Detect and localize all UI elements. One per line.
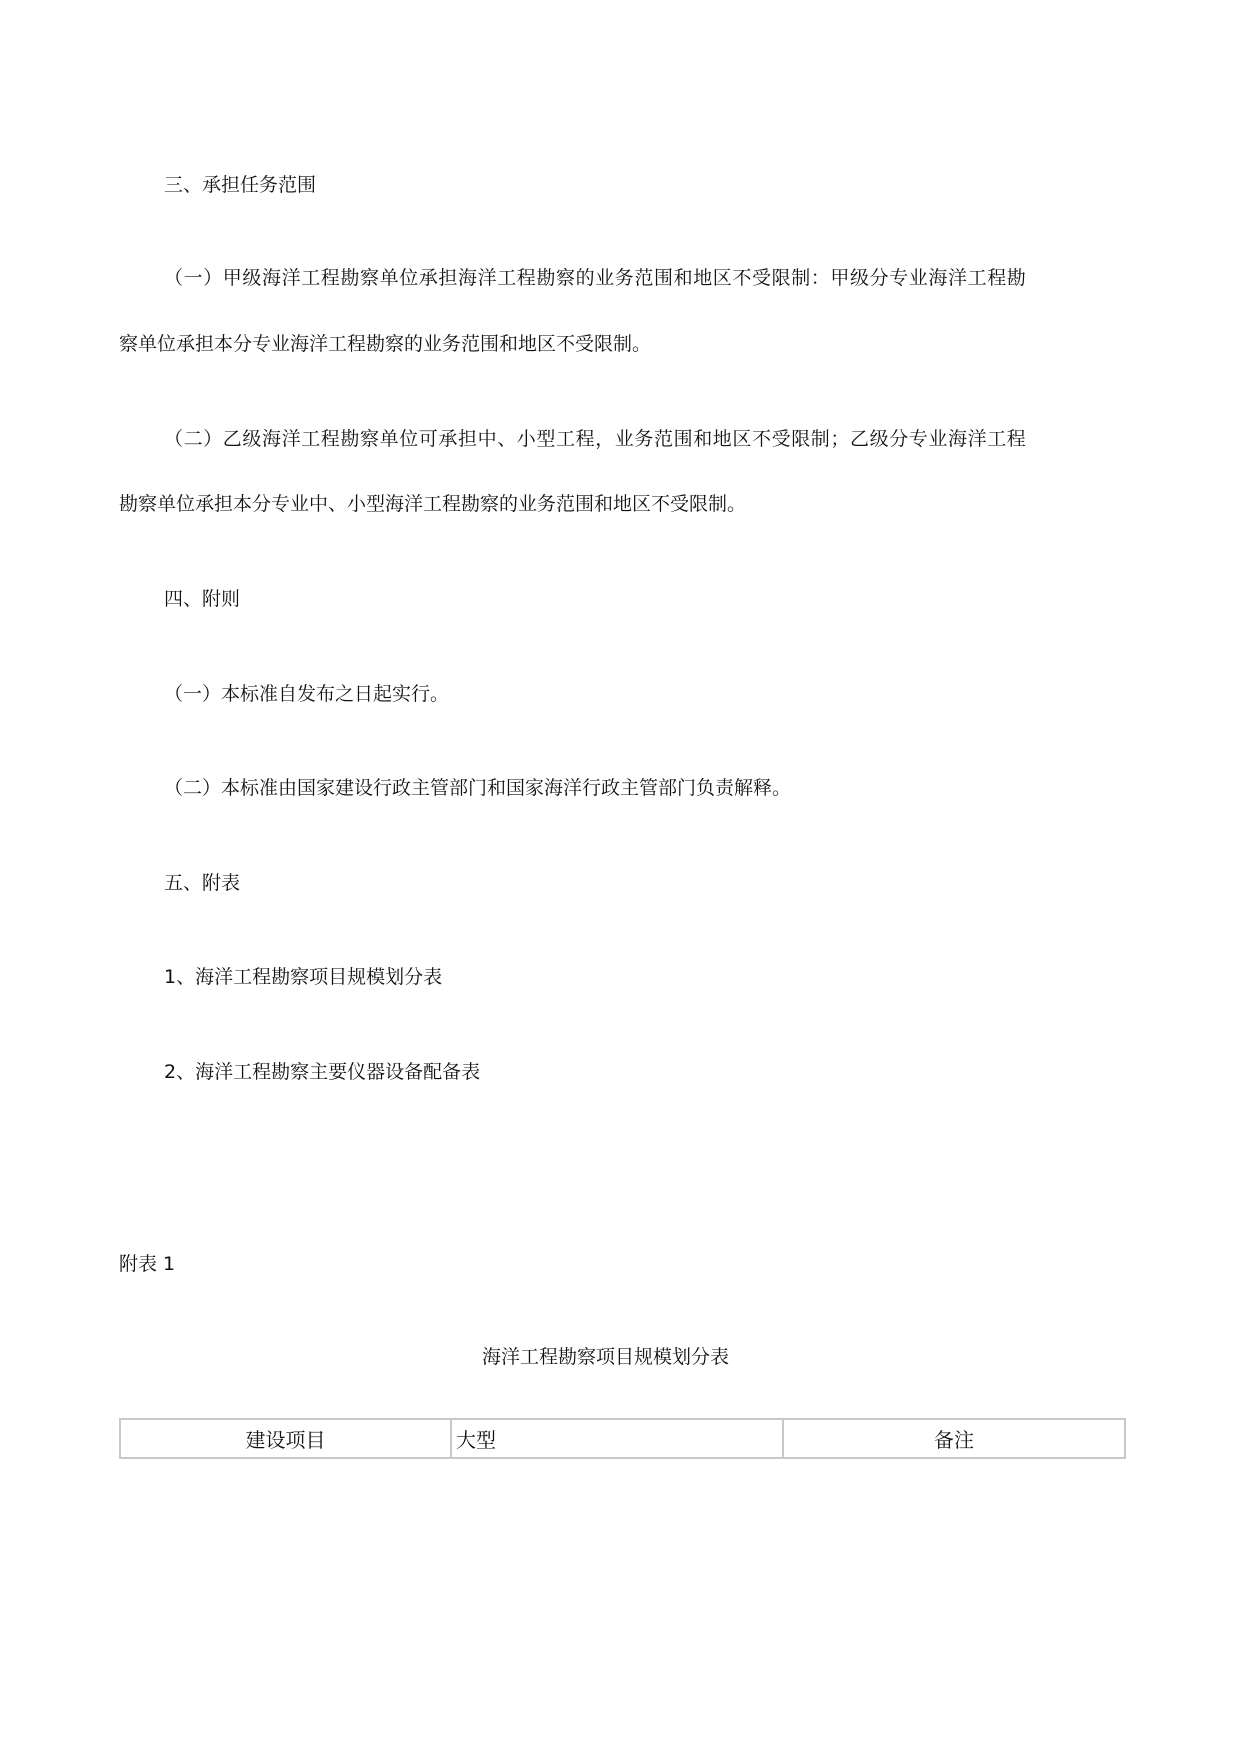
section4-item1: （一）本标准自发布之日起实行。 xyxy=(164,683,450,705)
section3-heading: 三、承担任务范围 xyxy=(164,174,317,196)
section3-item1-line1: （一）甲级海洋工程勘察单位承担海洋工程勘察的业务范围和地区不受限制：甲级分专业海洋工程勘 xyxy=(164,267,1027,289)
table-header-cell: 建设项目 xyxy=(121,1420,452,1457)
scale-table xyxy=(119,1418,1126,1459)
table-header-cell: 备注 xyxy=(934,1428,974,1452)
section5-heading: 五、附表 xyxy=(164,872,241,894)
appendix-title: 海洋工程勘察项目规模划分表 xyxy=(482,1346,730,1368)
section3-item2-line1: （二）乙级海洋工程勘察单位可承担中、小型工程，业务范围和地区不受限制；乙级分专业海洋工程 xyxy=(164,428,1027,450)
section4-item2: （二）本标准由国家建设行政主管部门和国家海洋行政主管部门负责解释。 xyxy=(164,777,792,799)
appendix-label: 附表 1 xyxy=(119,1253,176,1275)
section3-item1-line2: 察单位承担本分专业海洋工程勘察的业务范围和地区不受限制。 xyxy=(119,333,652,355)
table-header-cell: 大型 xyxy=(452,1420,784,1457)
section5-item2: 2、海洋工程勘察主要仪器设备配备表 xyxy=(164,1061,481,1083)
section3-item2-line2: 勘察单位承担本分专业中、小型海洋工程勘察的业务范围和地区不受限制。 xyxy=(119,493,747,515)
section4-heading: 四、附则 xyxy=(164,588,241,610)
section5-item1: 1、海洋工程勘察项目规模划分表 xyxy=(164,966,443,988)
